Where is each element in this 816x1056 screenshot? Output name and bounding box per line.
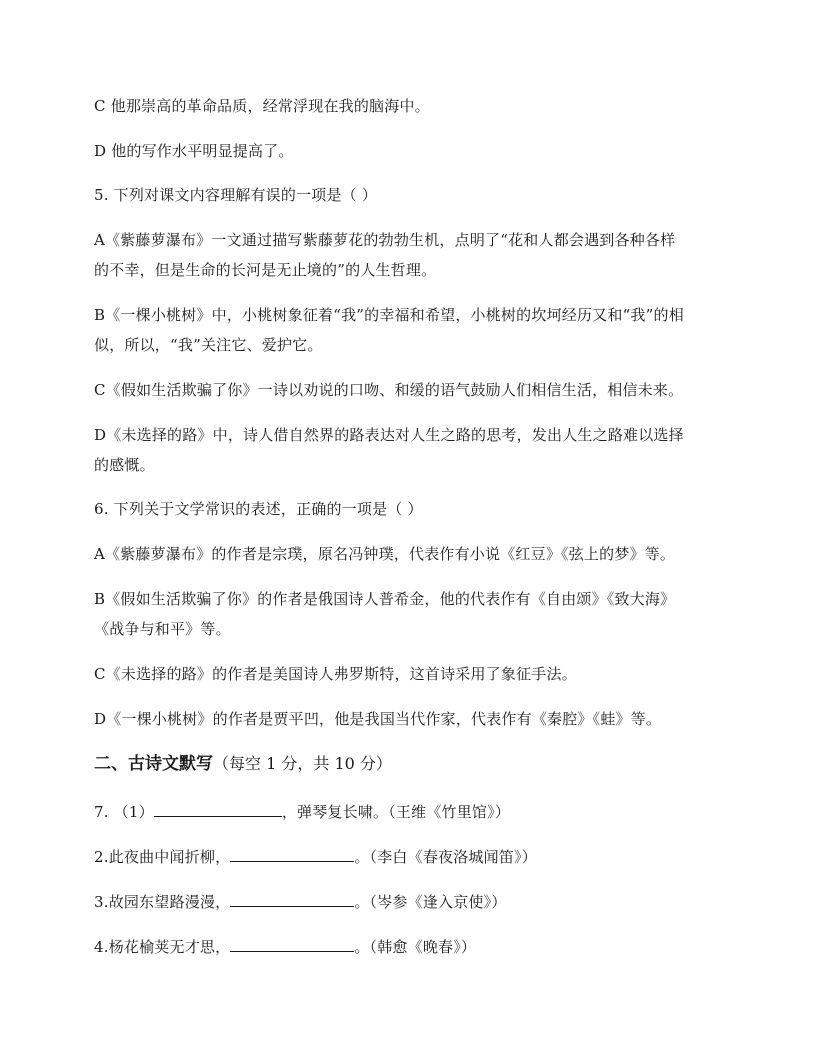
answer-blank[interactable] — [154, 802, 282, 817]
q5-option-a-line2: 的不幸，但是生命的长河是无止境的”的人生哲理。 — [94, 261, 437, 279]
fill-item-2 — [94, 847, 537, 867]
q6-option-c: C《未选择的路》的作者是美国诗人弗罗斯特，这首诗采用了象征手法。 — [94, 665, 577, 683]
q6-stem: 6. 下列关于文学常识的表述，正确的一项是（ ） — [94, 500, 423, 518]
fill-item-2-prefix: 2.此夜曲中闻折柳， — [94, 848, 231, 866]
q6-option-d: D《一棵小桃树》的作者是贾平凹，他是我国当代作家，代表作有《秦腔》《蛙》等。 — [94, 710, 662, 728]
fill-item-4 — [94, 937, 476, 957]
q5-option-d-line2: 的感慨。 — [94, 456, 155, 474]
fill-item-7 — [94, 802, 510, 822]
fill-item-7-prefix: 7. （1） — [94, 803, 154, 821]
section-title: 二、古诗文默写 — [94, 754, 213, 774]
fill-item-3-suffix: 。（岑参《逢入京使》） — [354, 893, 507, 911]
fill-item-2-suffix: 。（李白《春夜洛城闻笛》） — [354, 848, 537, 866]
fill-item-4-suffix: 。（韩愈《晚春》） — [354, 938, 477, 956]
q5-option-d-line1: D《未选择的路》中，诗人借自然界的路表达对人生之路的思考，发出人生之路难以选择 — [94, 426, 684, 444]
q4-option-d: D 他的写作水平明显提高了。 — [94, 142, 294, 160]
fill-item-3 — [94, 892, 507, 912]
answer-blank[interactable] — [230, 937, 354, 952]
answer-blank[interactable] — [230, 847, 354, 862]
fill-item-7-suffix: ，弹琴复长啸。（王维《竹里馆》） — [281, 803, 511, 821]
q5-stem: 5. 下列对课文内容理解有误的一项是（ ） — [94, 186, 378, 204]
q4-option-c: C 他那崇高的革命品质，经常浮现在我的脑海中。 — [94, 97, 430, 115]
answer-blank[interactable] — [230, 892, 354, 907]
fill-item-3-prefix: 3.故园东望路漫漫， — [94, 893, 231, 911]
section-score-note: （每空 1 分，共 10 分） — [213, 754, 392, 773]
q5-option-a-line1: A《紫藤萝瀑布》一文通过描写紫藤萝花的勃勃生机，点明了“花和人都会遇到各种各样 — [94, 231, 676, 249]
q5-option-c: C《假如生活欺骗了你》一诗以劝说的口吻、和缓的语气鼓励人们相信生活，相信未来。 — [94, 381, 684, 399]
q6-option-b-line1: B《假如生活欺骗了你》的作者是俄国诗人普希金，他的代表作有《自由颂》《致大海》 — [94, 590, 676, 608]
q6-option-a: A《紫藤萝瀑布》的作者是宗璞，原名冯钟璞，代表作有小说《红豆》《弦上的梦》等。 — [94, 545, 676, 563]
section-heading — [94, 753, 392, 775]
fill-item-4-prefix: 4.杨花榆荚无才思， — [94, 938, 231, 956]
q6-option-b-line2: 《战争与和平》等。 — [94, 620, 231, 638]
q5-option-b-line1: B《一棵小桃树》中，小桃树象征着“我”的幸福和希望，小桃树的坎坷经历又和“我”的相 — [94, 306, 684, 324]
q5-option-b-line2: 似，所以，“我”关注它、爱护它。 — [94, 336, 323, 354]
